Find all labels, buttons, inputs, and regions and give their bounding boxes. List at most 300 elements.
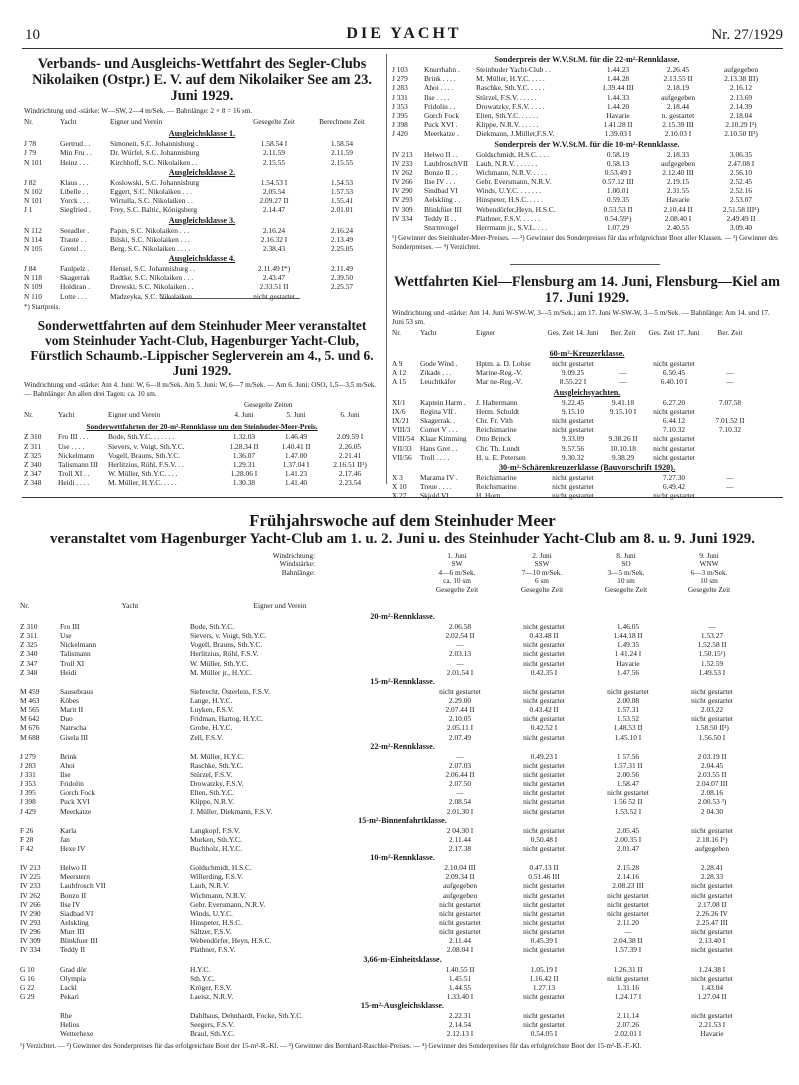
table-row [20,631,785,640]
cell: 2.16.24 [262,225,286,235]
cell: 2.14.47 [262,205,286,215]
cell: Bode, Sth.Y.C. . . . . . . [108,432,175,442]
cell: 2 03.19 II [697,751,727,761]
cell: 2.26.26 IV [696,908,728,918]
table-row [20,622,785,631]
cell: nicht gestartet [691,890,733,900]
cell: Nickelmann [58,450,95,460]
cell: nicht gestartet [439,686,481,696]
cell: 2.39.50 [330,273,354,283]
page-number: 10 [25,27,40,43]
cell: Marine-Reg.-V. [476,368,523,378]
cell: Z 310 [20,622,38,631]
cell: nicht gestartet [523,881,565,891]
cell: 1.37.04 I [282,459,310,469]
table-row [24,235,380,244]
table-row [20,927,785,936]
cell: 2.21.53 I [698,1020,726,1030]
cell: Siadbad VI [60,908,94,918]
cell: nicht gestartet [523,686,565,696]
table-row [24,292,380,301]
table-row [392,74,782,83]
cell: 3.09.40 [729,223,753,232]
cell: nicht gestartet [552,472,594,482]
cell: Seegers, F.S.V. [190,1020,235,1030]
cell: H. u. E. Petersen [476,452,526,462]
cell: Z 340 [20,649,38,659]
cell: Skjold VI . . [420,491,457,501]
cell: Heidi [60,667,77,677]
cell: Aelskling . . [424,195,461,205]
cell: Z 348 [24,478,42,488]
cell: X 10 [392,482,407,492]
cell: G 29 [20,991,35,1001]
cell: 2.11.14 [617,1011,639,1021]
cell: Nr. [392,329,401,337]
cell: 2.29.00 [448,695,472,705]
cell: 1.52.58 II [697,640,727,650]
cell: 2.17.38 [448,843,472,853]
cell: Elten, Sth.Y.C. . . . . . [476,110,539,120]
cell: Faulpelz . [60,264,90,274]
cell: Bonzo II . . [424,167,458,177]
cell: 0.58.13 [606,158,630,168]
cell: 1.40.41 II [281,441,311,451]
table-row [392,425,782,434]
cell: Goldschmidt, H.S.C. . . . [476,149,549,159]
cell: 2.01.47 [616,843,640,853]
cell: 9.30.32 [561,452,585,462]
cell: nicht gestartet [607,908,649,918]
cell: 6.27.20 [662,397,686,407]
table-row [20,872,785,881]
table-row [24,158,380,167]
cell: nicht gestartet [691,881,733,891]
table-row [392,223,782,232]
cell: G 22 [20,982,35,992]
cell: 2.07.44 II [445,705,475,715]
cell: H.Y.C. [190,964,211,974]
cell: nicht gestartet [552,482,594,492]
table-row [24,205,380,214]
cell: 0.43.42 II [529,705,559,715]
cell: Herrmann jr., S.V.L. . . . [476,223,548,232]
cell: 2.19.15 [666,177,690,187]
cell: 9.15.10 [561,406,585,416]
cell: Helios [60,1020,80,1030]
cell: 1.46.49 [284,432,308,442]
cell: nicht gestartet [607,899,649,909]
cell: F 28 [20,834,34,844]
table-row [392,168,782,177]
cell: Fro III [60,622,80,631]
cell: 2.03.22 [700,705,724,715]
cell: Lotte . . . [60,291,87,301]
cell: Yorck . . . [60,196,89,206]
cell: 1.45.10 I [614,732,642,742]
cell: Ilse IV [60,899,81,909]
cell: nicht gestartet [439,908,481,918]
cell: Aelskling [60,917,89,927]
cell: 1.29.31 [232,459,256,469]
cell: G 10 [20,964,35,974]
cell: Ges. Zeit 17. Juni [648,329,700,337]
column-divider [386,54,387,484]
cell: 2.18.33 [666,149,690,159]
day-column-header: 9. Juni WNW 6—3 m/Sek. 10 sm Gesegelte Zeit [687,551,731,594]
table-row [20,687,785,696]
table-row [20,723,785,732]
cell: Wirtulla, S.C. Nikolaiken . . [110,196,193,206]
cell: 2.07.26 [616,1020,640,1030]
cell: 1.16.42 II [529,973,559,983]
cell: 2.10.05 [448,714,472,724]
cell: 1.58.54 [330,139,354,149]
cell: J 420 [392,129,408,139]
cell: N 109 [24,282,43,292]
cell: 9.57.56 [561,443,585,453]
table-row [392,150,782,159]
cell: 2 04.30 [700,806,724,816]
table-row [392,177,782,186]
cell: Gertrud . . [60,139,91,149]
cell: 0.59.35 [606,195,630,205]
cell: 2.38.43 [262,243,286,253]
cell: 2.15.55 [330,157,354,167]
cell: Heinz . . . [60,157,89,167]
cell: Grobe, H.Y.C. [190,723,233,733]
cell: Skagerrak. . [420,415,456,425]
cell: Elten, Sth.Y.C. [190,788,235,798]
cell: 2.08.16 [700,788,724,798]
cell: 0.51.46 III [528,872,560,882]
cell: 0.50.48 I [530,834,558,844]
cell: 1.28.06 I [230,469,258,479]
day-column-header: 8. Juni SO 3—5 m/Sek. 10 sm Gesegelte Zeit [604,551,648,594]
cell: 1.48.53 II [613,723,643,733]
cell: Meerstern [60,872,90,882]
cell: Buchholz, H.Y.C. [190,843,243,853]
cell: Sth.Y.C. [190,973,215,983]
cell: J. Haltermann [476,397,518,407]
cell: M 642 [20,714,40,724]
table-row [24,469,380,478]
cell: — [619,368,627,378]
cell: 2.05.54 [262,186,286,196]
table-row [20,1029,785,1038]
table-row [392,407,782,416]
cell: Grad dör [60,964,87,974]
cell: 0.43.48 II [529,631,559,641]
cell: 1.46.05 [616,622,640,631]
cell: 2.26.05 [338,441,362,451]
cell: 2.10.44 II [663,204,693,214]
cell: nicht gestartet [523,779,565,789]
class-heading: Sonderpreis der W.V.St.M. für die 10-m²-Rennklasse. [494,139,680,149]
cell: J 395 [20,788,36,798]
table-row [24,264,380,273]
table-row [392,473,782,482]
cell: X 3 [392,472,403,482]
cell: Reichsmarine [476,472,517,482]
cell: — [456,640,464,650]
cell: — [726,377,734,387]
cell: nicht gestartet [523,927,565,937]
cell: 1.49.35 [616,640,640,650]
cell: J 279 [392,74,408,84]
cell: Ilse [60,769,71,779]
cell: Regina VII . [420,406,457,416]
cell: Troll XI . . [58,469,90,479]
cell: nicht gestartet [523,806,565,816]
cell: nicht gestartet [439,899,481,909]
magazine-title: DIE YACHT [346,25,462,42]
cell: 9.41.18 [611,397,635,407]
cell: 2.01.54 I [446,667,474,677]
cell: Z 311 [24,441,42,451]
label-bahnlaenge: Bahnlänge: [281,567,315,577]
cell: 2.15.39 III [662,120,694,130]
steinhuder-regatta [24,316,380,488]
cell: Min Fru . . [60,148,92,158]
cell: 2.07.03 [448,760,472,770]
cell: 2.53.07 [729,195,753,205]
section-rule [510,264,660,265]
cell: 2.26.45 [666,65,690,74]
cell: aufgegeben [660,158,696,168]
kiel-conditions: Windrichtung und -stärke: Am 14. Juni W-SW-W, 3—5 m/Sek.; am 17. Juni W-SW-W, 3—5 m/Sek. — Bahnlänge: Am 14. und 17. Juni 53 sm. [392,309,770,326]
cell: 2.11.59 [263,148,285,158]
cell: 1 57.56 [616,751,640,761]
cell: Laub, N.R.V. . . . . . . [476,158,538,168]
cell: 1.44.33 [606,92,630,102]
cell: Skagerrak [60,273,90,283]
cell: 2.01.30 I [446,806,474,816]
cell: J 353 [20,779,36,789]
cell: 7.27.30 [662,472,686,482]
cell: 2.10.29 I²) [725,120,757,130]
cell: Goldschmidt, H.S.C. [190,863,252,873]
table-row [24,187,380,196]
table-row [20,936,785,945]
table-row [392,434,782,443]
cell: IX/6 [392,406,406,416]
table-row [20,992,785,1001]
cell: Comet V . . . [420,425,458,435]
cell: nicht gestartet [653,452,695,462]
cell: VII/56 [392,452,412,462]
class-heading: 3,66-m-Einheitsklasse. [363,954,442,964]
cell: 2.52.45 [729,177,753,187]
cell: IV 233 [20,881,41,891]
cell: Olympia [60,973,86,983]
cell: nicht gestartet [552,491,594,501]
cell: 1.57.31 II [613,760,643,770]
class-heading: 22-m²-Rennklasse. [370,741,435,751]
cell: aufgegeben [442,881,478,891]
cell: M. Müller, H.Y.C. [190,751,244,761]
label-windstaerke: Windstärke: [279,559,315,569]
cell: Talismann III [58,459,98,469]
cell: 9.38.26 II [608,434,638,444]
cell: 1.27.04 II [697,991,727,1001]
cell: 2.49.49 II [726,213,756,223]
cell: nicht gestartet [523,788,565,798]
cell: nicht gestartet [691,945,733,955]
table-row [20,770,785,779]
cell: M. Müller jr., H.Y.C. [190,667,253,677]
table-row [392,453,782,462]
cell: — [726,482,734,492]
cell: 1.45.51 [448,973,472,983]
cell: 1.56.50 I [698,732,726,742]
cell: Winds, U.Y.C. [190,908,233,918]
cell: Ahoi . . . . [424,83,454,93]
table-row [24,478,380,487]
cell: 2.08.40 I [664,213,692,223]
cell: Herlitzius, Röhl, F.S.V. . . [108,459,184,469]
cell: 1.50.15¹) [698,649,726,659]
cell: 1.49.53 I [698,667,726,677]
cell: 1.58.47 [616,779,640,789]
cell: Treue . . . . [420,482,452,492]
cell: nicht gestartet [523,640,565,650]
cell: W. Müller, Sth.Y.C. . . . [108,469,178,479]
kiel-title: Wettfahrten Kiel—Flensburg am 14. Juni, Flensburg—Kiel am 17. Juni 1929. [393,274,780,306]
cell: Troll . . . . [420,452,450,462]
cell: Eigner [476,329,496,337]
cell: N 101 [24,157,43,167]
cell: Fridolin . . [424,101,456,111]
cell: 1.54.53 I [260,177,288,187]
cell: Sältzer, F.S.V. [190,927,232,937]
steinhuder-column-headers [24,411,380,420]
cell: Use . . . . [58,441,85,451]
cell: Madzeyka, S.C. Nikolaiken . [110,291,196,301]
cell: 2.11.49 [331,264,353,274]
class-heading: 15-m²-Binnenfahrtklasse. [358,815,447,825]
cell: 2.03.55 II [697,769,727,779]
fruehjahr-title-line1: Frühjahrswoche auf dem Steinhuder Meer [249,511,556,530]
cell: Blinkfüer III [424,204,462,214]
cell: Drowatzky, F.S.V. [190,779,244,789]
cell: 9.15.10 I [609,406,637,416]
cell: 2.13.38 III) [724,74,758,84]
cell: n. gestartet [661,110,695,120]
cell: Helwo II . . [424,149,458,159]
table-row [392,83,782,92]
cell: 2.04.45 [700,760,724,770]
cell: Natrscha [60,723,87,733]
cell: Brink [60,751,77,761]
cell: nicht gestartet [523,760,565,770]
cell: Kaptein Harm . [420,397,466,407]
cell: nicht gestartet [523,945,565,955]
cell: Plathner, F.S.V. . . . . . [476,213,541,223]
class-heading: 20-m²-Rennklasse. [370,612,435,621]
cell: 1.52.59 [700,658,724,668]
cell: IV 309 [20,936,41,946]
cell: nicht gestartet [523,917,565,927]
cell: 0.45.39 I [530,936,558,946]
cell: 2.15.28 [616,863,640,873]
cell: Murr III [60,927,85,937]
cell: Raschke, Sth.Y.C. [190,760,244,770]
table-row [24,196,380,205]
cell: Nr. [24,118,33,126]
cell: 1.41.40 [284,478,308,488]
cell: 2.05.11 I [446,723,474,733]
verbands-table [24,118,380,301]
cell: nicht gestartet [523,890,565,900]
cell: 6. Juni [340,411,360,420]
cell: 1.53.27 [700,631,724,641]
cell: Hensel, S.C. Johannisburg . . [110,264,196,274]
cell: Meerkatze . [424,129,459,139]
cell: 6.49.42 [662,482,686,492]
cell: Yacht [58,411,75,420]
cell: IV 233 [392,158,413,168]
cell: 8.55.22 I [559,377,587,387]
table-row [24,451,380,460]
cell: nicht gestartet [607,973,649,983]
cell: IV 266 [20,899,41,909]
table-row [20,705,785,714]
cell: nicht gestartet [439,917,481,927]
cell: 2.08.23 III [612,881,644,891]
cell: 1.28.34 II [229,441,259,451]
cell: 1.53.52 [616,714,640,724]
cell: Dahlhaus, Dehnhardt, Focke, Sth.Y.C. [190,1011,303,1021]
cell: Nickelmann [60,640,97,650]
table-row [24,282,380,291]
cell: Ber. Zeit [717,329,743,337]
cell: 2.06.44 II [445,769,475,779]
cell: Reichsmarine [476,425,517,435]
cell: 2.04.38 II [613,936,643,946]
cell: Talismann [60,649,91,659]
cell: Z 311 [20,631,38,641]
cell: 2.14.54 [448,1020,472,1030]
cell: 2.47.08 I [727,158,755,168]
cell: 0.58.19 [606,149,630,159]
cell: 2.00.35 I [614,834,642,844]
table-row [24,178,380,187]
cell: Koslowski, S.C. Johannisburg [110,177,200,187]
cell: Vogell, Brauns, Sth.Y.C. [190,640,263,650]
cell: A 15 [392,377,407,387]
cell: Ilse . . . . [424,92,450,102]
table-row [20,640,785,649]
cell: J 398 [392,120,408,130]
cell: 2.08.54 [448,797,472,807]
cell: 1.30.38 [232,478,256,488]
cell: Havarie [606,110,630,120]
cell: Pekari [60,991,79,1001]
cell: Zikade . . . [420,368,452,378]
cell: 7.10.32 [662,425,686,435]
day-column-header: 2. Juni SSW 7—10 m/Sek. 6 sm Gesegelte Zeit [520,551,564,594]
table-row [20,696,785,705]
cell: IV 262 [392,167,413,177]
fruehjahr-header [20,552,785,612]
cell: Helwo II [60,863,87,873]
table-row [20,779,785,788]
cell: 6.44.12 [662,415,686,425]
class-heading: 30-m²-Schärenkreuzerklasse (Bauvorschrift 1920). [498,462,676,472]
cell: 2.16.51 II¹) [333,459,367,469]
cell: 2.18.44 [666,101,690,111]
